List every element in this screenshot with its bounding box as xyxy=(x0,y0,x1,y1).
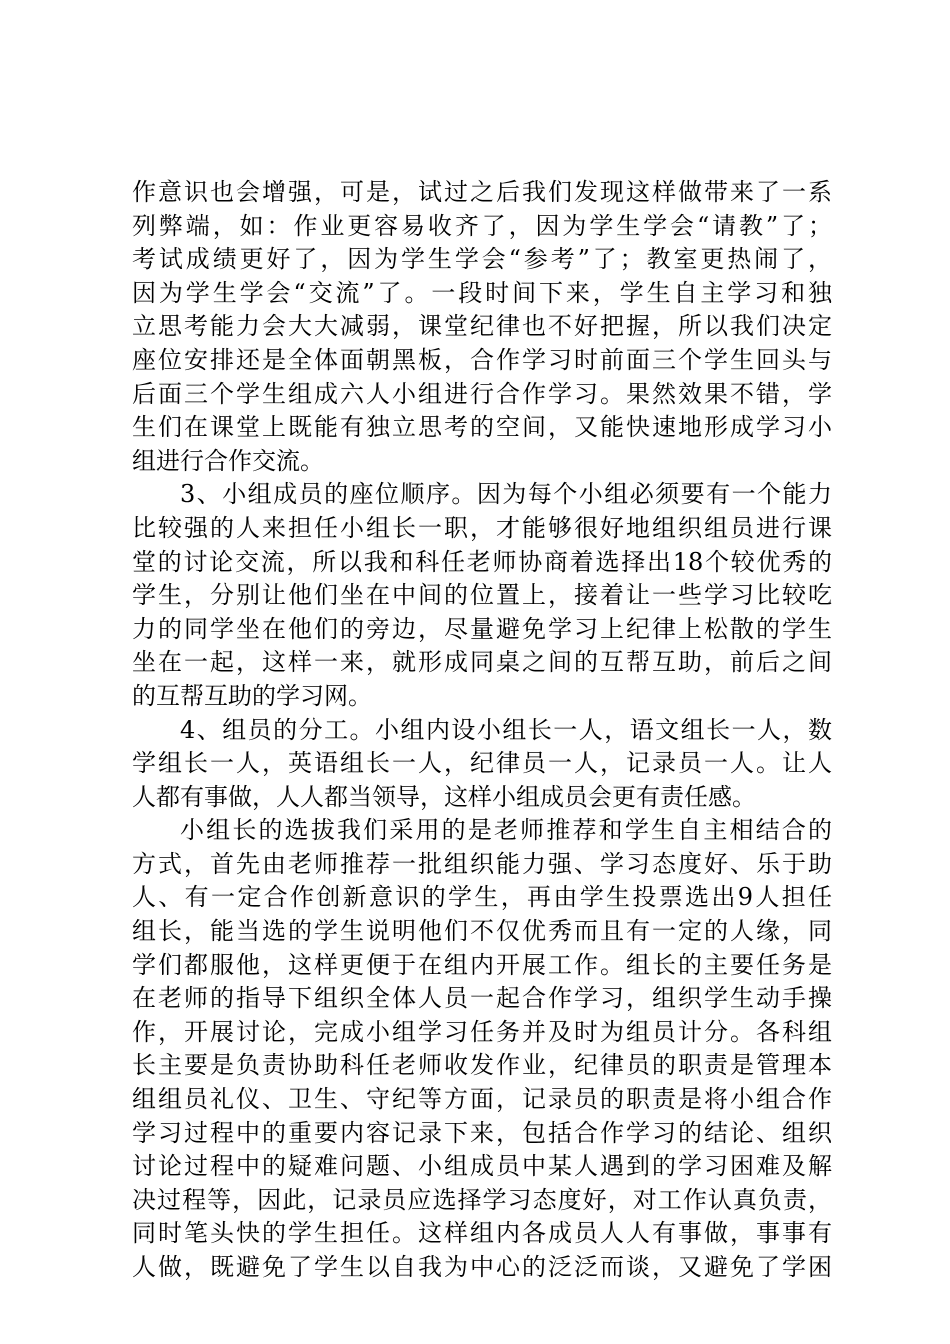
text-line: 方式，首先由老师推荐一批组织能力强、学习态度好、乐于助 xyxy=(132,849,832,878)
text-line: 组进行合作交流。 xyxy=(132,446,324,475)
text-line: 人都有事做，人人都当领导，这样小组成员会更有责任感。 xyxy=(132,782,756,811)
text-line: 的互帮互助的学习网。 xyxy=(132,681,372,710)
text-line: 同时笔头快的学生担任。这样组内各成员人人有事做，事事有 xyxy=(132,1219,832,1248)
text-line: 坐在一起，这样一来，就形成同桌之间的互帮互助，前后之间 xyxy=(132,648,832,677)
body-text xyxy=(132,176,832,1285)
text-line: 讨论过程中的疑难问题、小组成员中某人遇到的学习困难及解 xyxy=(132,1152,832,1181)
text-line: 比较强的人来担任小组长一职，才能够很好地组织组员进行课 xyxy=(132,513,832,542)
text-line: 在老师的指导下组织全体人员一起合作学习，组织学生动手操 xyxy=(132,984,832,1013)
text-line: 组组员礼仪、卫生、守纪等方面，记录员的职责是将小组合作 xyxy=(132,1085,832,1114)
text-line: 座位安排还是全体面朝黑板，合作学习时前面三个学生回头与 xyxy=(132,345,832,374)
text-line: 堂的讨论交流，所以我和科任老师协商着选择出18个较优秀的 xyxy=(132,547,832,576)
text-line: 列弊端，如：作业更容易收齐了，因为学生学会“请教”了； xyxy=(132,211,832,240)
text-line: 学习过程中的重要内容记录下来，包括合作学习的结论、组织 xyxy=(132,1118,832,1147)
text-line: 学们都服他，这样更便于在组内开展工作。组长的主要任务是 xyxy=(132,950,832,979)
text-line: 因为学生学会“交流”了。一段时间下来，学生自主学习和独 xyxy=(132,278,832,307)
text-line: 立思考能力会大大减弱，课堂纪律也不好把握，所以我们决定 xyxy=(132,312,832,341)
text-line: 长主要是负责协助科任老师收发作业，纪律员的职责是管理本 xyxy=(132,1051,832,1080)
text-line: 人、有一定合作创新意识的学生，再由学生投票选出9人担任 xyxy=(132,883,832,912)
text-line: 小组长的选拔我们采用的是老师推荐和学生自主相结合的 xyxy=(180,816,832,845)
text-line: 作意识也会增强，可是，试过之后我们发现这样做带来了一系 xyxy=(132,178,832,206)
text-line: 力的同学坐在他们的旁边，尽量避免学习上纪律上松散的学生 xyxy=(132,614,832,643)
text-line: 作，开展讨论，完成小组学习任务并及时为组员计分。各科组 xyxy=(132,1017,832,1046)
text-line: 考试成绩更好了，因为学生学会“参考”了；教室更热闹了， xyxy=(132,245,832,274)
text-line: 决过程等，因此，记录员应选择学习态度好，对工作认真负责， xyxy=(132,1185,832,1214)
text-line: 4、组员的分工。小组内设小组长一人，语文组长一人，数 xyxy=(180,715,832,744)
text-line: 生们在课堂上既能有独立思考的空间，又能快速地形成学习小 xyxy=(132,413,832,442)
text-line: 学生，分别让他们坐在中间的位置上，接着让一些学习比较吃 xyxy=(132,581,832,610)
text-line: 人做，既避免了学生以自我为中心的泛泛而谈，又避免了学困 xyxy=(132,1253,832,1281)
text-line: 学组长一人，英语组长一人，纪律员一人，记录员一人。让人 xyxy=(132,749,832,778)
text-line: 组长，能当选的学生说明他们不仅优秀而且有一定的人缘，同 xyxy=(132,917,832,946)
text-line: 3、小组成员的座位顺序。因为每个小组必须要有一个能力 xyxy=(180,480,832,509)
text-line: 后面三个学生组成六人小组进行合作学习。果然效果不错，学 xyxy=(132,379,832,408)
